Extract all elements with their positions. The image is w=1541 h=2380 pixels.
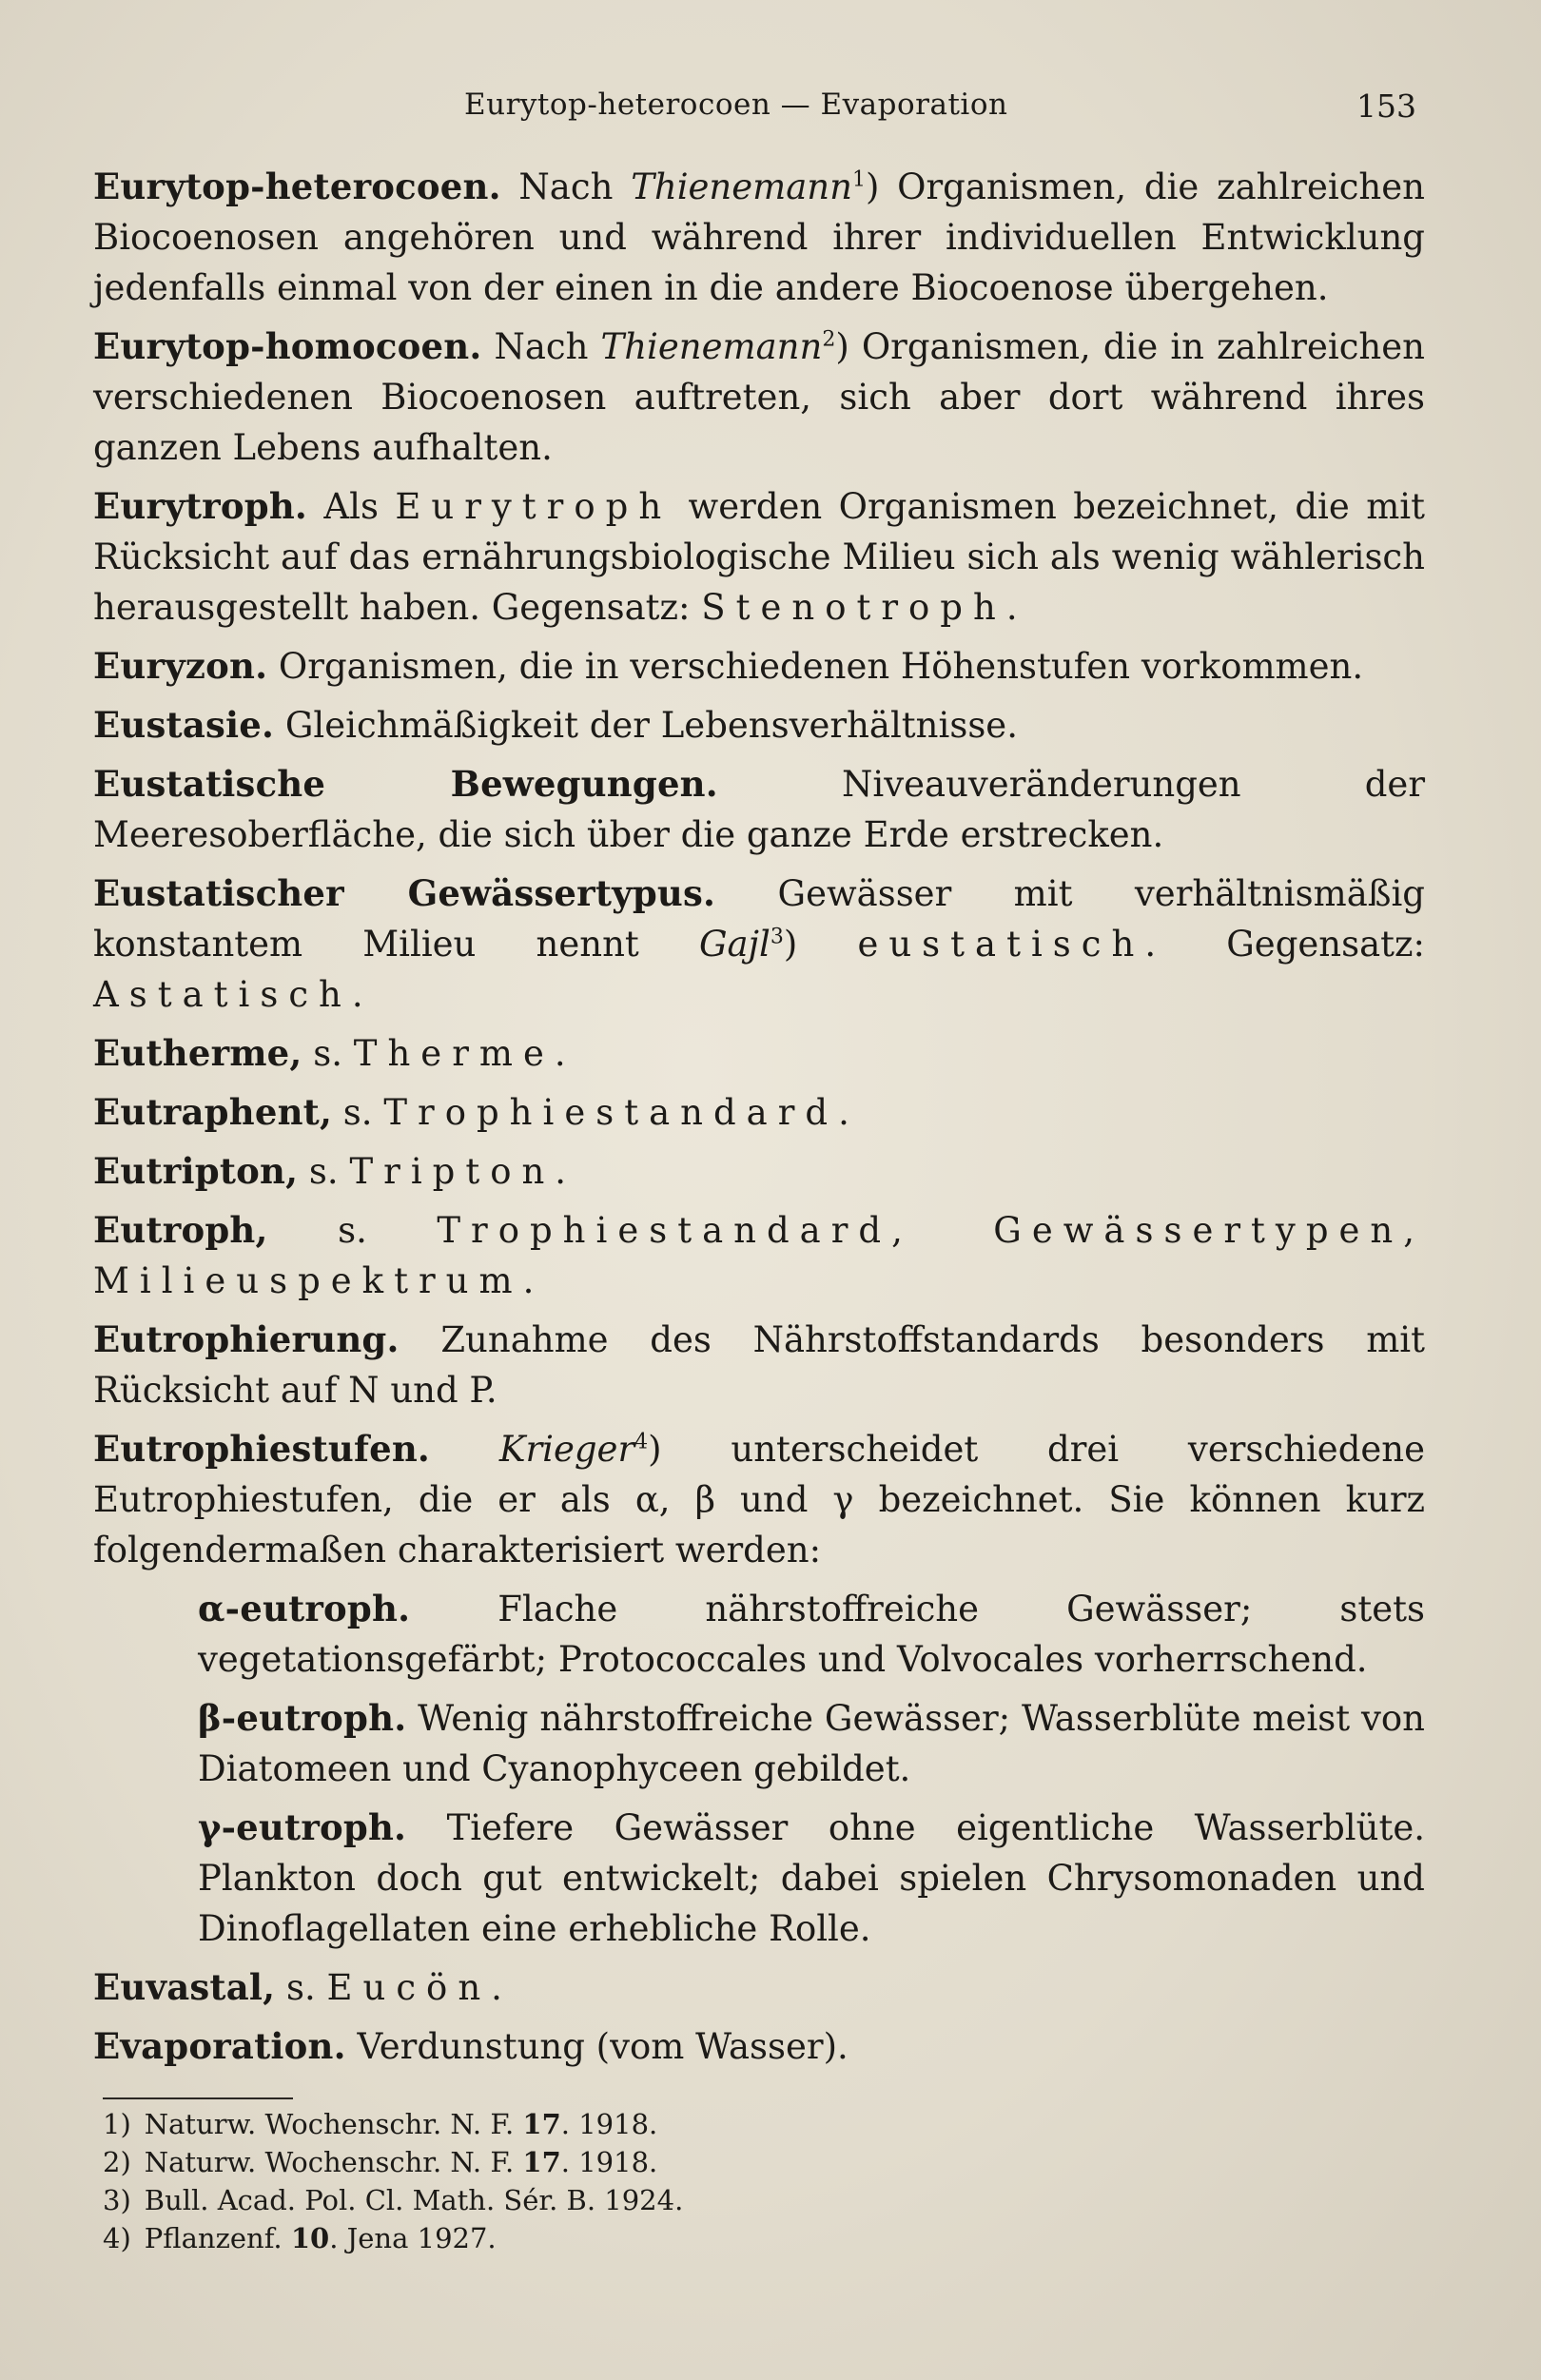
entry-text: Tiefere Gewässer ohne eigentliche Wasserblüte. Plankton doch gut entwickelt; dabei spielen Chrysomonaden und Dinoflagellaten eine erhebliche Rolle. (198, 1807, 1425, 1949)
entry-term: Eutroph, (93, 1209, 268, 1251)
footnote-marker: 1 (851, 167, 866, 192)
dictionary-entry (198, 1584, 1425, 1685)
entry-text: Flache nährstoffreiche Gewässer; stets vegetationsgefärbt; Protococcales und Volvocales vorherrschend. (198, 1589, 1425, 1680)
footnote-number: 4) (103, 2222, 131, 2254)
dictionary-entry (93, 1315, 1425, 1415)
entry-text: ) (783, 924, 858, 965)
entry-term: Eutrophiestufen. (93, 1428, 430, 1470)
author-name: Thienemann (600, 326, 823, 367)
dictionary-entry (93, 1146, 1425, 1197)
entry-text: s. (302, 1033, 354, 1074)
entry-term: Evaporation. (93, 2025, 346, 2067)
entry-term: Eustasie. (93, 704, 275, 746)
entry-term: Euvastal, (93, 1966, 276, 2008)
footnote (103, 2219, 1339, 2257)
footnote-text: . 1918. (560, 2146, 658, 2178)
running-head: Eurytop-heterocoen — Evaporation (464, 88, 1008, 122)
entry-text: Gegensatz: (1166, 924, 1425, 965)
entry-term: Eurytop-heterocoen. (93, 166, 501, 207)
entry-text: Nach (481, 326, 601, 367)
dictionary-entry (93, 162, 1425, 313)
entry-term: Eustatische Bewegungen. (93, 763, 718, 805)
spaced-term: Eurytroph (395, 486, 673, 527)
spaced-term: Stenotroph. (701, 587, 1028, 628)
footnote-marker: 4 (634, 1430, 649, 1454)
entry-term: Eustatischer Gewässertypus. (93, 872, 716, 914)
footnote (103, 2105, 1339, 2143)
entry-text (430, 1429, 499, 1470)
entry-term: Eutrophierung. (93, 1318, 400, 1360)
footnote-number: 2) (103, 2146, 131, 2178)
dictionary-entries (93, 162, 1425, 2080)
entry-text: Organismen, die in verschiedenen Höhenstufen vorkommen. (267, 646, 1364, 687)
entry-text: s. (332, 1092, 384, 1133)
footnote (103, 2143, 1339, 2181)
footnote-text: Bull. Acad. Pol. Cl. Math. Sér. B. 1924. (144, 2184, 684, 2216)
spaced-term: Tripton. (349, 1151, 577, 1192)
entry-text: s. (298, 1151, 350, 1192)
dictionary-entry (93, 700, 1425, 751)
footnote (103, 2181, 1339, 2219)
spaced-term: Therme. (353, 1033, 576, 1074)
spaced-term: Astatisch. (93, 974, 374, 1015)
entry-text: Verdunstung (vom Wasser). (345, 2026, 849, 2067)
entry-term: Eutripton, (93, 1150, 299, 1192)
entry-text: Gleichmäßigkeit der Lebensverhältnisse. (274, 705, 1018, 746)
dictionary-entry (93, 481, 1425, 633)
entry-term: Eurytroph. (93, 485, 308, 527)
footnote-divider (103, 2097, 293, 2099)
entry-text: ) Organismen, die zahlreichen Biocoenosen angehören und während ihrer individuellen Entwicklung jedenfalls einmal von der einen in die andere Biocoenose übergehen. (93, 166, 1425, 308)
dictionary-entry (93, 1962, 1425, 2013)
entry-term: Eutherme, (93, 1032, 302, 1074)
entry-term: Eutraphent, (93, 1091, 333, 1133)
spaced-term: eustatisch. (857, 924, 1167, 965)
footnote-text: Naturw. Wochenschr. N. F. (144, 2146, 523, 2178)
footnote-text: Naturw. Wochenschr. N. F. (144, 2108, 523, 2140)
entry-text: ) unterscheidet drei verschiedene Eutrophiestufen, die er als α, β und γ bezeichnet. Sie können kurz folgendermaßen charakterisiert werden: (93, 1429, 1425, 1570)
footnote-volume: 17 (522, 2146, 561, 2178)
entry-text: Als (307, 486, 396, 527)
page-number: 153 (1356, 88, 1416, 125)
entry-term: Eurytop-homocoen. (93, 325, 482, 367)
entry-text: ) Organismen, die in zahlreichen verschiedenen Biocoenosen auftreten, sich aber dort während ihres ganzen Lebens aufhalten. (93, 326, 1425, 468)
footnote-volume: 17 (522, 2108, 561, 2140)
dictionary-entry (93, 1028, 1425, 1079)
dictionary-entry (93, 1424, 1425, 1575)
footnote-marker: 2 (822, 327, 836, 352)
author-name: Thienemann (631, 166, 852, 207)
entry-text: werden Organismen bezeichnet, die mit Rücksicht auf das ernährungsbiologische Milieu sich als wenig wählerisch herausgestellt haben. Gegensatz: (93, 486, 1425, 628)
entry-text: s. (275, 1967, 327, 2008)
entry-text: Niveauveränderungen der Meeresoberfläche, die sich über die ganze Erde erstrecken. (93, 764, 1426, 855)
entry-text: Gewässer mit verhältnismäßig konstantem Milieu nennt (93, 873, 1425, 965)
entry-text: Wenig nährstoffreiche Gewässer; Wasserblüte meist von Diatomeen und Cyanophyceen gebildet. (198, 1698, 1425, 1789)
entry-term: Euryzon. (93, 645, 268, 687)
entry-text: Nach (500, 166, 632, 207)
footnote-number: 3) (103, 2184, 131, 2216)
entry-term: γ-eutroph. (198, 1806, 407, 1848)
dictionary-entry (93, 641, 1425, 692)
spaced-term: Eucön. (326, 1967, 513, 2008)
footnote-text: Pflanzenf. (144, 2222, 291, 2254)
footnote-volume: 10 (290, 2222, 330, 2254)
dictionary-entry (198, 1693, 1425, 1794)
author-name: Gajl (698, 924, 770, 965)
dictionary-entry (93, 2021, 1425, 2072)
spaced-term: Trophiestandard. (383, 1092, 860, 1133)
footnote-text: . Jena 1927. (329, 2222, 497, 2254)
author-name: Krieger (498, 1429, 635, 1470)
footnote-number: 1) (103, 2108, 131, 2140)
entry-term: β-eutroph. (198, 1697, 407, 1739)
entry-term: α-eutroph. (198, 1588, 411, 1629)
spaced-term: Trophiestandard, Gewässertypen, Milieuspektrum. (93, 1210, 1425, 1301)
footnote-text: . 1918. (560, 2108, 658, 2140)
dictionary-entry (93, 759, 1425, 860)
dictionary-entry (93, 1205, 1425, 1306)
entry-text: Zunahme des Nährstoffstandards besonders mit Rücksicht auf N und P. (93, 1319, 1425, 1411)
dictionary-entry (93, 322, 1425, 473)
footnotes (103, 2105, 1339, 2257)
dictionary-entry (198, 1803, 1425, 1954)
dictionary-entry (93, 1087, 1425, 1138)
entry-text: s. (267, 1210, 438, 1251)
dictionary-entry (93, 868, 1425, 1020)
footnote-marker: 3 (770, 925, 784, 949)
page-header (0, 88, 1541, 135)
